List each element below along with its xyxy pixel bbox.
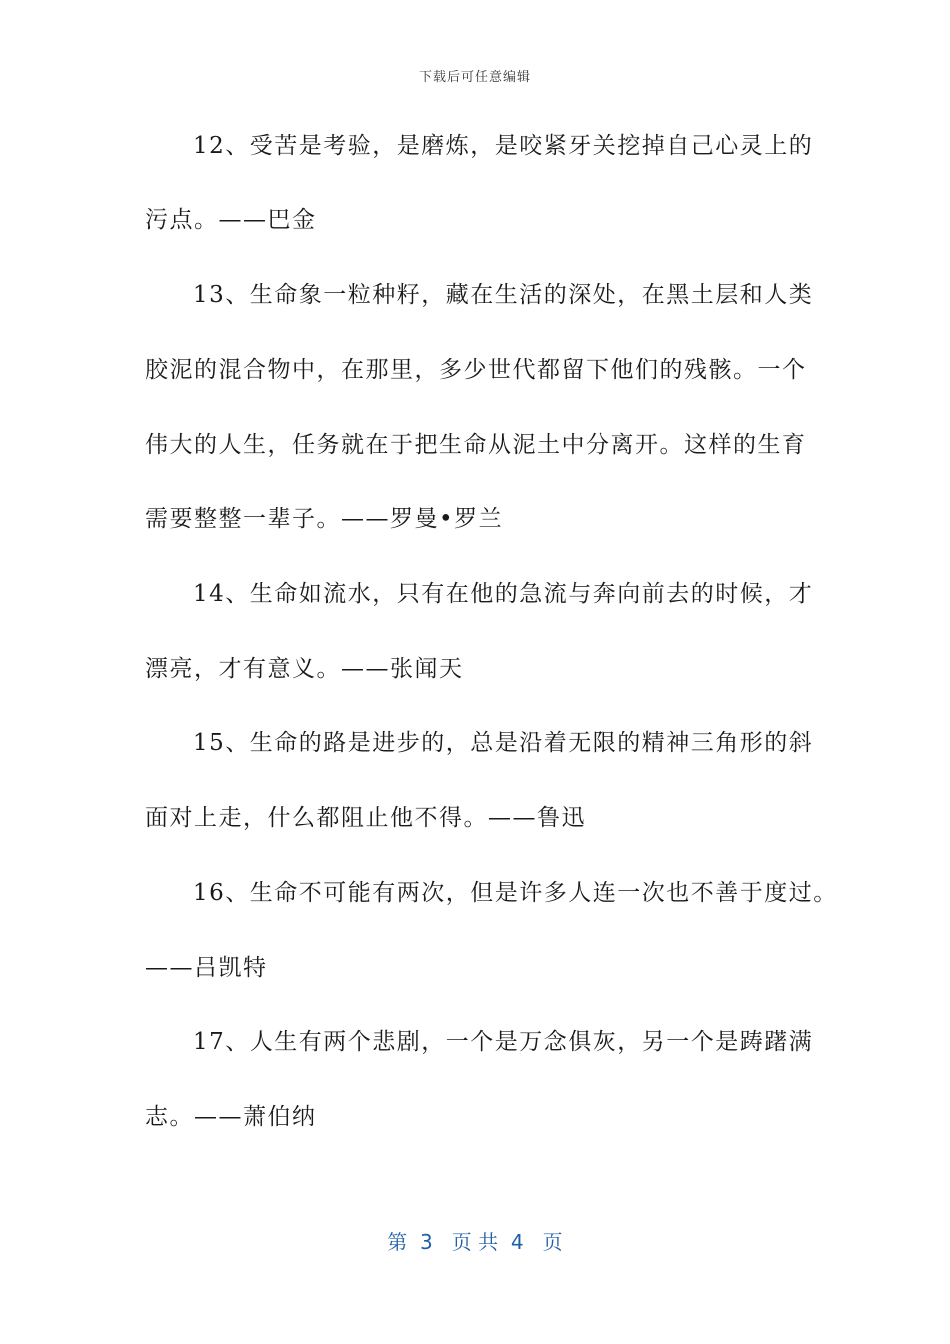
quote-15-line-2: 面对上走，什么都阻止他不得。——鲁迅 [145, 805, 586, 831]
quote-17-line-1: 17、人生有两个悲剧，一个是万念俱灰，另一个是踌躇满 [193, 1029, 814, 1055]
quote-16-line-1: 16、生命不可能有两次，但是许多人连一次也不善于度过。 [193, 880, 838, 906]
quote-13-line-3: 伟大的人生，任务就在于把生命从泥土中分离开。这样的生育 [145, 432, 807, 458]
page-header: 下载后可任意编辑 [418, 70, 531, 85]
quote-12-line-1: 12、受苦是考验，是磨炼，是咬紧牙关挖掉自己心灵上的 [193, 133, 814, 159]
quote-14-line-2: 漂亮，才有意义。——张闻天 [145, 656, 464, 682]
quote-13-line-2: 胶泥的混合物中，在那里，多少世代都留下他们的残骸。一个 [145, 357, 807, 383]
page-number-footer: 第 3 页 共 4 页 [387, 1230, 563, 1254]
quote-12-line-2: 污点。——巴金 [145, 207, 317, 233]
quote-14-line-1: 14、生命如流水，只有在他的急流与奔向前去的时候，才 [193, 581, 814, 607]
quote-15-line-1: 15、生命的路是进步的，总是沿着无限的精神三角形的斜 [193, 730, 814, 756]
quote-13-line-4: 需要整整一辈子。——罗曼•罗兰 [145, 506, 504, 532]
quote-13-line-1: 13、生命象一粒种籽，藏在生活的深处，在黑土层和人类 [193, 282, 814, 308]
quote-17-line-2: 志。——萧伯纳 [145, 1104, 317, 1130]
quote-16-line-2: ——吕凯特 [145, 955, 268, 981]
